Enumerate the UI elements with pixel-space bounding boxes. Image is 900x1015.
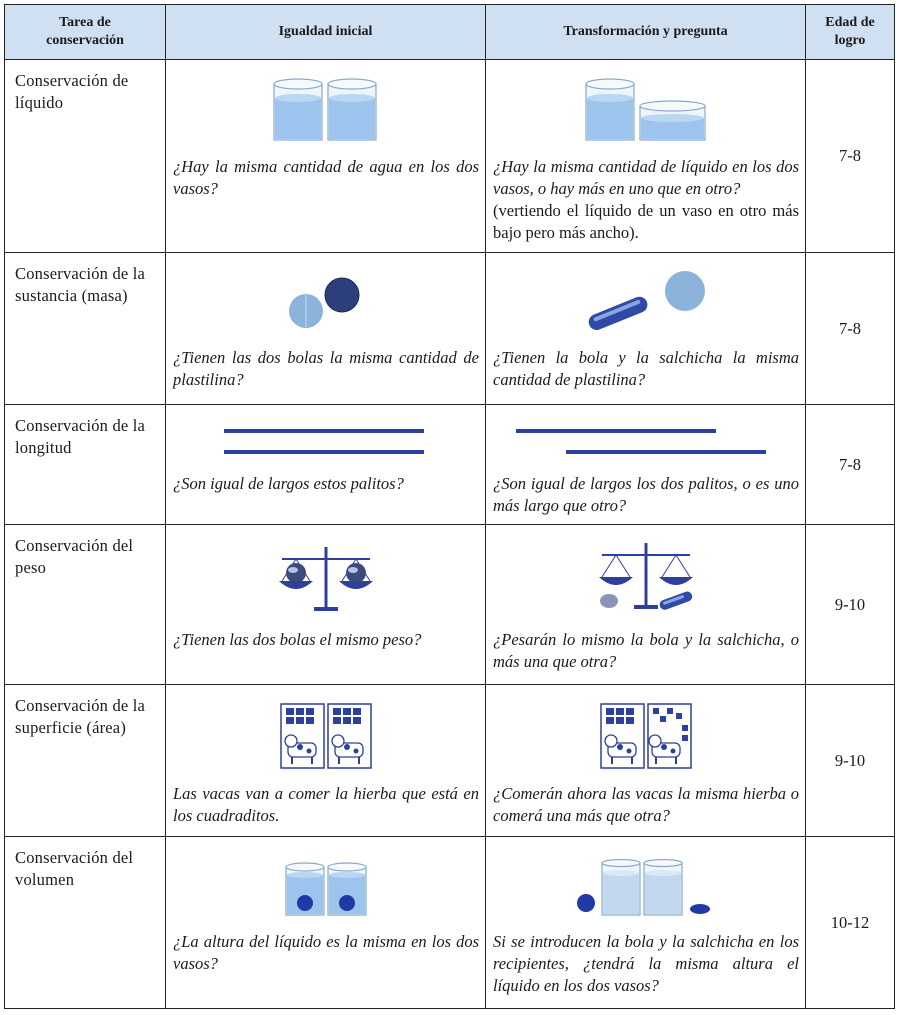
glasses-ball-sausage-illustration — [486, 837, 805, 917]
transform-cell — [486, 253, 806, 405]
table-row — [5, 525, 895, 685]
two-meadows-illustration — [166, 685, 485, 769]
header-row — [5, 5, 895, 60]
age-value: 10-12 — [806, 837, 895, 1009]
transform-note: (vertiendo el líquido de un vaso en otro más bajo pero más ancho). — [493, 201, 799, 242]
initial-question: ¿Hay la misma cantidad de agua en los dos vasos? — [173, 157, 479, 198]
two-glasses-illustration — [166, 60, 485, 144]
initial-question: ¿Tienen las dos bolas la misma cantidad de plastilina? — [173, 348, 479, 389]
table-row — [5, 685, 895, 837]
task-label: Conservación del volumen — [5, 837, 166, 1009]
task-label: Conservación del peso — [5, 525, 166, 685]
age-value: 7-8 — [806, 60, 895, 253]
task-label: Conservación de la sustancia (masa) — [5, 253, 166, 405]
two-glasses-with-balls-illustration — [166, 837, 485, 917]
header-age: Edad de logro — [806, 5, 895, 60]
initial-cell — [166, 525, 486, 685]
table-row — [5, 60, 895, 253]
transform-question: ¿Pesarán lo mismo la bola y la salchicha, o más una que otra? — [493, 630, 799, 671]
initial-question: Las vacas van a comer la hierba que está en los cuadraditos. — [173, 784, 479, 825]
transform-cell — [486, 837, 806, 1009]
transform-question: ¿Tienen la bola y la salchicha la misma cantidad de plastilina? — [493, 348, 799, 389]
header-task: Tarea de conservación — [5, 5, 166, 60]
initial-question: ¿La altura del líquido es la misma en los dos vasos? — [173, 932, 479, 973]
table-row — [5, 405, 895, 525]
transform-question: ¿Comerán ahora las vacas la misma hierba o comerá una más que otra? — [493, 784, 799, 825]
transform-question: Si se introducen la bola y la salchicha en los recipientes, ¿tendrá la misma altura el líquido en los dos vasos? — [493, 932, 799, 995]
age-value: 9-10 — [806, 685, 895, 837]
initial-question: ¿Son igual de largos estos palitos? — [173, 474, 404, 493]
initial-cell — [166, 405, 486, 525]
two-sticks-illustration — [166, 405, 485, 463]
transform-question: ¿Hay la misma cantidad de líquido en los dos vasos, o hay más en uno que en otro? (vertiendo el líquido de un vaso en otro más bajo pero más ancho). — [493, 157, 799, 242]
initial-cell — [166, 60, 486, 253]
age-value: 7-8 — [806, 405, 895, 525]
initial-cell — [166, 253, 486, 405]
task-label: Conservación de líquido — [5, 60, 166, 253]
header-transform: Transformación y pregunta — [486, 5, 806, 60]
task-label: Conservación de la longitud — [5, 405, 166, 525]
initial-cell — [166, 685, 486, 837]
age-value: 7-8 — [806, 253, 895, 405]
task-label: Conservación de la superficie (área) — [5, 685, 166, 837]
shifted-sticks-illustration — [486, 405, 805, 463]
conservation-table — [4, 4, 895, 1009]
table-row — [5, 253, 895, 405]
transform-question: ¿Son igual de largos los dos palitos, o es uno más largo que otro? — [493, 474, 799, 515]
header-initial: Igualdad inicial — [166, 5, 486, 60]
table-row — [5, 837, 895, 1009]
ball-and-sausage-illustration — [486, 253, 805, 331]
transform-cell — [486, 685, 806, 837]
tall-and-wide-glass-illustration — [486, 60, 805, 144]
rearranged-meadows-illustration — [486, 685, 805, 769]
transform-cell — [486, 525, 806, 685]
balance-two-balls-illustration — [166, 525, 485, 615]
balance-ball-sausage-illustration — [486, 525, 805, 615]
two-clay-balls-illustration — [166, 253, 485, 331]
initial-cell — [166, 837, 486, 1009]
transform-cell — [486, 405, 806, 525]
initial-question: ¿Tienen las dos bolas el mismo peso? — [173, 630, 422, 649]
transform-cell — [486, 60, 806, 253]
age-value: 9-10 — [806, 525, 895, 685]
